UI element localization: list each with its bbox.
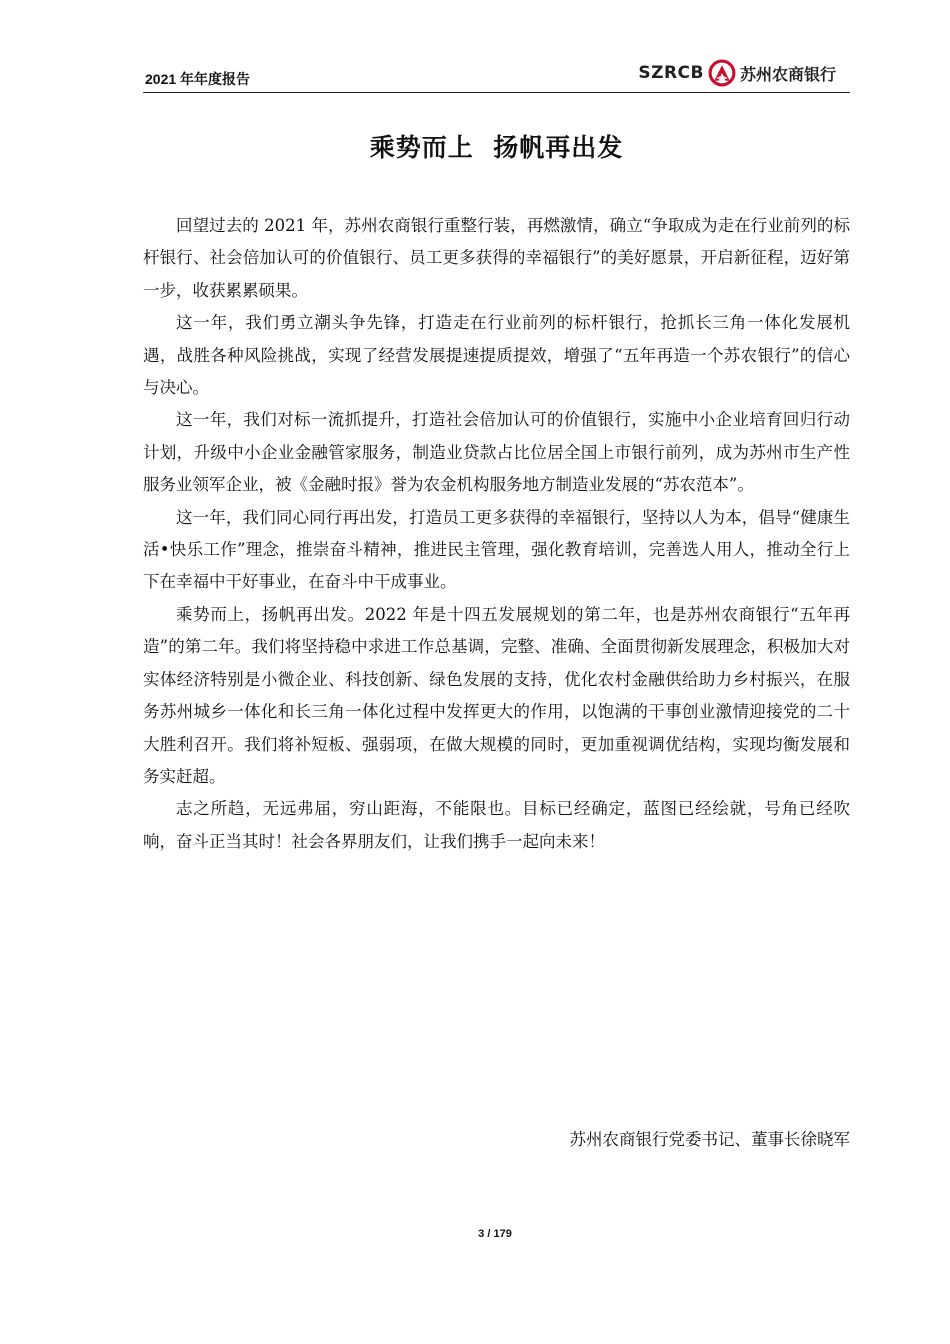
paragraph: 乘势而上，扬帆再出发。2022 年是十四五发展规划的第二年，也是苏州农商银行“五年再造”的第二年。我们将坚持稳中求进工作总基调，完整、准确、全面贯彻新发展理念，积极加大对实体经济特别是小微企业、科技创新、绿色发展的支持，优化农村金融供给助力乡村振兴，在服务苏州城乡一体化和长三角一体化过程中发挥更大的作用，以饱满的干事创业激情迎接党的二十大胜利召开。我们将补短板、强弱项，在做大规模的同时，更加重视调优结构，实现均衡发展和务实赶超。 bbox=[143, 604, 850, 786]
paragraph: 回望过去的 2021 年，苏州农商银行重整行装，再燃激情，确立“争取成为走在行业前列的标杆银行、社会倍加认可的价值银行、员工更多获得的幸福银行”的美好愿景，开启新征程，迈好第一步，收获累累硕果。 bbox=[143, 216, 850, 300]
paragraph: 这一年，我们同心同行再出发，打造员工更多获得的幸福银行，坚持以人为本，倡导“健康生活•快乐工作”理念，推崇奋斗精神，推进民主管理，强化教育培训，完善选人用人，推动全行上下在幸福中干好事业，在奋斗中干成事业。 bbox=[143, 507, 850, 592]
brand-block bbox=[638, 58, 836, 88]
szrcb-logo-icon bbox=[708, 59, 736, 87]
paragraph: 这一年，我们勇立潮头争先锋，打造走在行业前列的标杆银行，抢抓长三角一体化发展机遇，战胜各种风险挑战，实现了经营发展提速提质提效，增强了“五年再造一个苏农银行”的信心与决心。 bbox=[143, 313, 850, 398]
report-label: 2021 年年度报告 bbox=[145, 71, 251, 87]
paragraph: 这一年，我们对标一流抓提升，打造社会倍加认可的价值银行，实施中小企业培育回归行动计划，升级中小企业金融管家服务，制造业贷款占比位居全国上市银行前列，成为苏州市生产性服务业领军企业，被《金融时报》誉为农金机构服务地方制造业发展的“苏农范本”。 bbox=[143, 410, 850, 495]
paragraph: 志之所趋，无远弗届，穷山距海，不能限也。目标已经确定，蓝图已经绘就，号角已经吹响，奋斗正当其时！社会各界朋友们，让我们携手一起向未来！ bbox=[143, 799, 850, 851]
brand-code: SZRCB bbox=[638, 63, 704, 83]
page-header bbox=[143, 56, 850, 93]
letter-body bbox=[143, 210, 850, 858]
signature: 苏州农商银行党委书记、董事长徐晓军 bbox=[569, 1130, 850, 1149]
brand-name: 苏州农商银行 bbox=[739, 64, 836, 84]
page-title: 乘势而上 扬帆再出发 bbox=[369, 133, 624, 162]
page-number: 3 / 179 bbox=[478, 1228, 512, 1240]
